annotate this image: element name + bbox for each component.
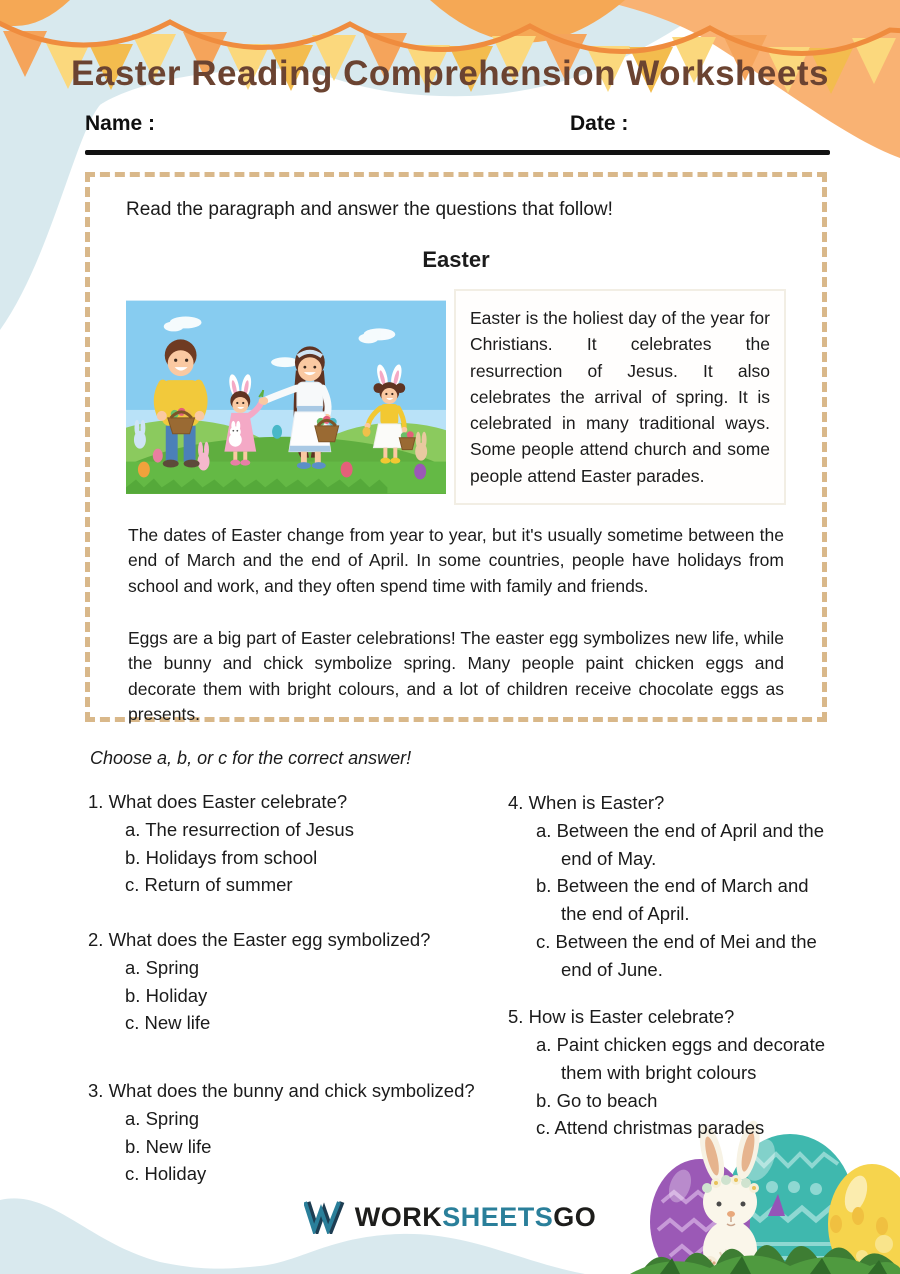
question-1-option-c: c. Return of summer — [125, 874, 293, 896]
page-title: Easter Reading Comprehension Worksheets — [71, 54, 829, 93]
question-5-text — [508, 1003, 826, 1031]
passage-paragraph-1: Easter is the holiest day of the year for Christians. It celebrates the resurrection of Jesus. It also celebrates the arrival of spring. It is celebrated in many traditional ways. Some people attend church and some people attend Easter parades. — [470, 308, 770, 486]
passage-media-row — [126, 289, 786, 505]
question-5-option-c: c. Attend christmas parades — [536, 1117, 765, 1139]
question-3-text — [88, 1077, 520, 1105]
question-3-option-a: a. Spring — [125, 1107, 200, 1129]
divider-line — [85, 150, 830, 155]
question-4-text — [508, 789, 826, 817]
question-4-option-c: c. Between the end of Mei and the end of June. — [536, 930, 817, 980]
question-2-option-b: b. Holiday — [125, 984, 208, 1006]
passage-paragraph-3: Eggs are a big part of Easter celebrations! The easter egg symbolizes new life, while the bunny and chick symbolize spring. Many people paint chicken eggs and decorate them with bright colours, and a lot of children receive chocolate eggs as presents. — [128, 627, 784, 724]
question-number: 1. — [88, 791, 104, 812]
quiz-column-right — [508, 789, 826, 1142]
question-text: When is Easter? — [528, 792, 665, 813]
worksheetsgo-logo — [0, 1200, 900, 1234]
quiz-instruction: Choose a, b, or c for the correct answer! — [90, 748, 412, 768]
passage-instruction: Read the paragraph and answer the questions that follow! — [126, 199, 613, 220]
name-date-row — [85, 112, 830, 142]
question-3 — [88, 1077, 520, 1188]
passage-paragraph-box — [454, 289, 786, 505]
question-5-option-a: a. Paint chicken eggs and decorate them with bright colours — [536, 1034, 825, 1083]
question-number: 3. — [88, 1080, 104, 1101]
question-text: What does the bunny and chick symbolized? — [108, 1080, 475, 1101]
question-1-text — [88, 788, 520, 816]
question-3-option-c: c. Holiday — [125, 1163, 207, 1185]
logo-text-go: GO — [553, 1201, 597, 1232]
name-field-label: Name : — [85, 112, 156, 135]
question-2-option-a: a. Spring — [125, 956, 200, 978]
passage-heading: Easter — [422, 247, 490, 272]
question-number: 2. — [88, 929, 104, 950]
worksheetsgo-logo-icon — [304, 1200, 346, 1234]
question-2 — [88, 926, 520, 1037]
question-5 — [508, 1003, 826, 1142]
quiz-column-left — [88, 788, 520, 1188]
date-field-label: Date : — [570, 112, 629, 135]
logo-text — [355, 1202, 597, 1233]
question-number: 4. — [508, 792, 524, 813]
question-4-option-a: a. Between the end of April and the end of May. — [536, 819, 824, 869]
question-2-text — [88, 926, 520, 954]
question-1 — [88, 788, 520, 899]
question-text: What does the Easter egg symbolized? — [108, 929, 431, 950]
question-3-option-b: b. New life — [125, 1135, 212, 1157]
question-text: How is Easter celebrate? — [528, 1006, 735, 1028]
question-5-option-b: b. Go to beach — [536, 1089, 658, 1111]
question-2-option-c: c. New life — [125, 1012, 211, 1034]
question-4 — [508, 789, 826, 983]
logo-text-sheets: SHEETS — [442, 1201, 554, 1232]
passage-paragraph-2: The dates of Easter change from year to year, but it's usually sometime between the end of March and the end of April. In some countries, people have holidays from school and work, and they often spend time with family and friends. — [128, 524, 784, 596]
question-4-option-b: b. Between the end of March and the end of April. — [536, 875, 809, 924]
question-number: 5. — [508, 1006, 524, 1028]
question-1-option-a: a. The resurrection of Jesus — [125, 818, 354, 840]
question-text: What does Easter celebrate? — [108, 791, 348, 812]
logo-text-work: WORK — [354, 1201, 443, 1232]
question-1-option-b: b. Holidays from school — [125, 846, 318, 868]
reading-passage-box — [85, 172, 827, 722]
easter-family-illustration — [126, 300, 446, 494]
